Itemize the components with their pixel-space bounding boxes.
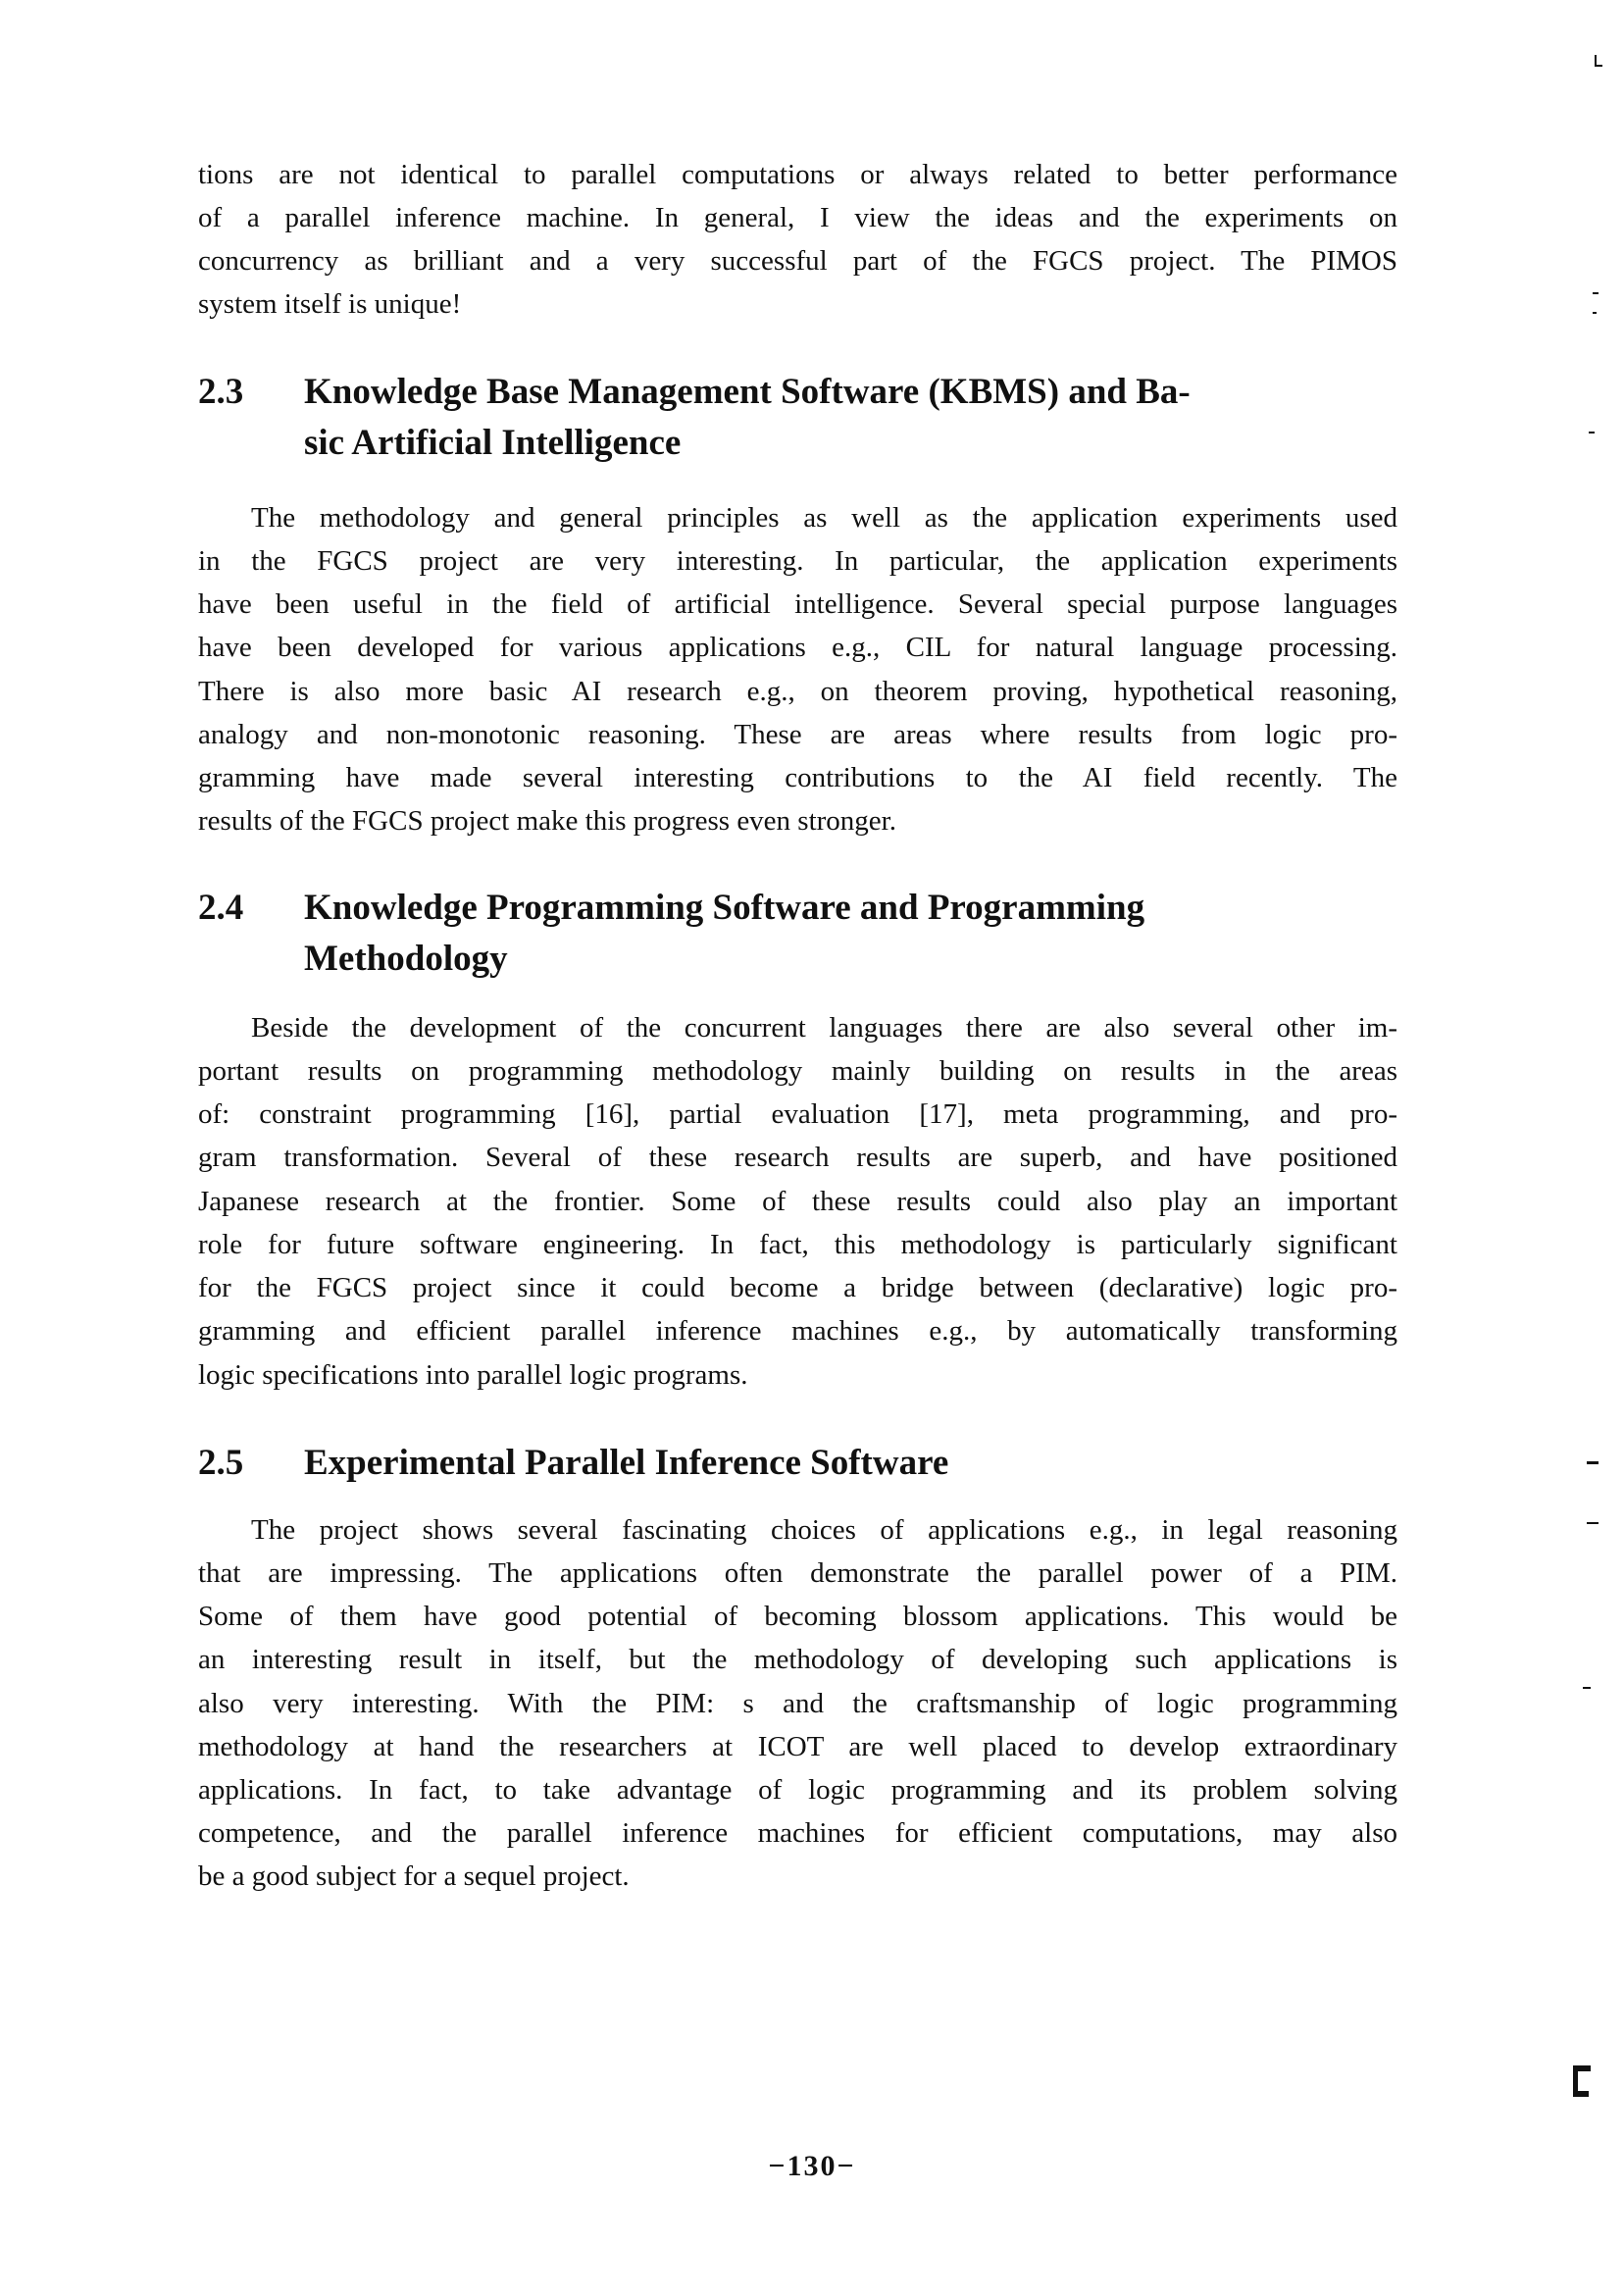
section-title-line: Knowledge Base Management Software (KBMS) and Ba- [304,372,1191,412]
text-line: The methodology and general principles as well as the application experiments used [251,502,1397,534]
text-line: concurrency as brilliant and a very successful part of the FGCS project. The PIMOS [198,245,1397,277]
page-number: −130− [768,2150,856,2182]
text-line: methodology at hand the researchers at ICOT are well placed to develop extraordinary [198,1731,1397,1762]
section-number: 2.3 [198,372,244,412]
text-line: that are impressing. The applications often demonstrate the parallel power of a PIM. [198,1557,1397,1589]
scan-mark [1589,432,1595,433]
scan-mark [1593,292,1599,294]
text-line: The project shows several fascinating choices of applications e.g., in legal reasoning [251,1514,1397,1546]
text-line: have been developed for various applications e.g., CIL for natural language processing. [198,632,1397,663]
section-title-line: sic Artificial Intelligence [304,423,682,463]
section-number: 2.5 [198,1443,244,1483]
text-line: Beside the development of the concurrent languages there are also several other im- [251,1012,1397,1044]
section-title-line: Knowledge Programming Software and Programming [304,888,1145,928]
section-number: 2.4 [198,888,244,928]
text-line: competence, and the parallel inference machines for efficient computations, may also [198,1817,1397,1849]
section-title-line: Experimental Parallel Inference Software [304,1443,949,1483]
text-line: for the FGCS project since it could become a bridge between (declarative) logic pro- [198,1272,1397,1303]
scan-corner-mark [1573,2091,1589,2097]
text-line: system itself is unique! [198,288,462,320]
text-line: in the FGCS project are very interesting. In particular, the application experiments [198,545,1397,577]
text-line: tions are not identical to parallel computations or always related to better performance [198,159,1397,190]
text-line: gram transformation. Several of these research results are superb, and have positioned [198,1142,1397,1173]
text-line: role for future software engineering. In fact, this methodology is particularly significant [198,1229,1397,1260]
text-line: logic specifications into parallel logic programs. [198,1359,748,1391]
scan-mark [1583,1687,1591,1689]
text-line: have been useful in the field of artificial intelligence. Several special purpose languages [198,588,1397,620]
text-line: gramming and efficient parallel inference machines e.g., by automatically transforming [198,1315,1397,1347]
text-line: gramming have made several interesting contributions to the AI field recently. The [198,762,1397,793]
text-line: of a parallel inference machine. In general, I view the ideas and the experiments on [198,202,1397,233]
scan-mark [1587,1461,1599,1464]
text-line: Japanese research at the frontier. Some of these results could also play an important [198,1186,1397,1217]
scan-mark [1587,1522,1599,1524]
text-line: analogy and non-monotonic reasoning. These are areas where results from logic pro- [198,719,1397,750]
text-line: There is also more basic AI research e.g., on theorem proving, hypothetical reasoning, [198,676,1397,707]
scan-mark [1595,65,1602,67]
text-line: results of the FGCS project make this progress even stronger. [198,805,896,837]
text-line: an interesting result in itself, but the methodology of developing such applications is [198,1644,1397,1675]
text-line: also very interesting. With the PIM: s and the craftsmanship of logic programming [198,1688,1397,1719]
text-line: be a good subject for a sequel project. [198,1860,630,1892]
scan-mark [1593,312,1597,314]
text-line: portant results on programming methodology mainly building on results in the areas [198,1055,1397,1087]
section-title-line: Methodology [304,939,508,979]
text-line: of: constraint programming [16], partial evaluation [17], meta programming, and pro- [198,1098,1397,1130]
text-line: Some of them have good potential of becoming blossom applications. This would be [198,1601,1397,1632]
text-line: applications. In fact, to take advantage of logic programming and its problem solving [198,1774,1397,1806]
